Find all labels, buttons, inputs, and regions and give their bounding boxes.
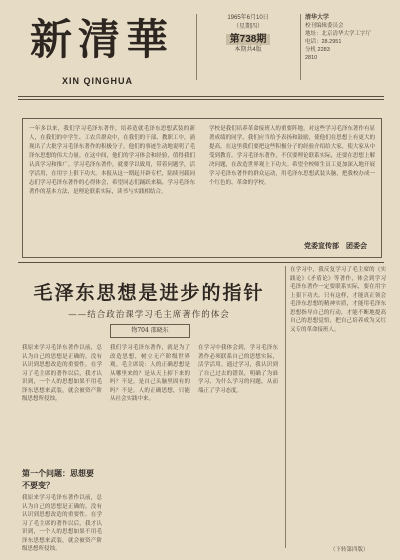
issue-number: 第738期: [226, 34, 271, 45]
article-column-1-cont: 我原来学习毛泽东著作以前，总认为自己的思想是正确的，没有认识到思想改造的重要性。在学习了毛主席的著作以后，我才认识到，一个人的思想如果不用毛泽东思想来武装，就会被资产阶级思想所侵蚀。: [22, 495, 102, 552]
publisher-divider: [300, 14, 301, 80]
section-heading-2: 不要变？: [22, 480, 54, 490]
right-column-rule: [285, 266, 286, 548]
publisher-info: [305, 14, 393, 62]
article-column-3: 在学习中我体会到，学习毛泽东著作必须联系自己的思想实际，活学活用。通过学习，我认识到了自己过去的错误，明确了为谁学习、为什么学习的问题，从而端正了学习态度。: [198, 345, 278, 394]
publisher-line5: 分机 2283: [305, 47, 330, 53]
issue-pages: 本期共4版: [234, 47, 262, 53]
masthead-title: 新清華: [30, 15, 175, 64]
article-headline: 毛泽东思想是进步的指针: [33, 282, 265, 304]
article-byline: 物704 邵晓东: [110, 324, 190, 338]
preface-column-2: 学校是我们培养革命接班人的重要阵地，对这些学习毛泽东著作有显著成绩的同学，我们应当给予表扬和鼓励，使他们在思想上有更大的提高。在这里我们要把这些积极分子的经验介绍给大家，使大家从中受到教育。学习毛泽东著作，不仅要理论联系实际，还要在思想上解决问题，在改造世界观上下功夫。希望全校师生员工更加深入地开展学习毛泽东著作的群众运动，用毛泽东思想武装头脑，把我校办成一个红色的、革命的学校。: [209, 126, 375, 186]
masthead-divider: [196, 14, 197, 80]
article-right-column: 在学习中，我反复学习了毛主席的《实践论》《矛盾论》等著作，体会到学习毛泽东著作一定要联系实际，要在用字上狠下功夫。只有这样，才能真正领会毛泽东思想的精神实质，才能用毛泽东思想指导自己的行动，才能不断地提高自己的思想觉悟，把自己培养成为又红又专的革命接班人。: [290, 267, 386, 333]
publisher-name: 清华大学: [305, 15, 330, 21]
publisher-line6: 2810: [305, 55, 318, 61]
publisher-line2: 校刊编辑委员会: [305, 23, 344, 29]
preface-column-1: 一年多以来，我们学习毛泽东著作，培养造就毛泽东思想武装的新人，在我们的中学生、工农兵群众中，在我们的干部、教职工中，涌现出了大批学习毛泽东著作的积极分子，他们的事迹生动地说明了毛泽东思想的伟大力量。在这中间，他们的学习体会和经验，值得我们认真学习和推广。学习毛泽东著作，就要学以致用，带着问题学，活学活用，在用字上狠下功夫。本报从这一期起开辟专栏，陆续刊载同志们学习毛泽东著作的心得体会，希望同志们踊跃来稿。学习毛泽东著作的基本方法，是理论联系实际，读书与实践相结合。: [29, 126, 195, 195]
publisher-line4: 电话：28.2951: [305, 39, 342, 45]
masthead-rule-2: [18, 99, 384, 100]
issue-weekday: （星期四）: [232, 24, 263, 30]
preface-box: [22, 118, 382, 258]
section-heading-1: 第一个问题：思想要: [22, 468, 94, 478]
issue-date: 1965年6月10日: [227, 15, 269, 21]
article-column-1: 我原来学习毛泽东著作以前，总认为自己的思想是正确的，没有认识到思想改造的重要性。在学习了毛主席的著作以后，我才认识到，一个人的思想如果不用毛泽东思想来武装，就会被资产阶级思想所侵蚀。: [22, 345, 102, 402]
article-column-2: 我们学习毛泽东著作，就是为了改造思想，树立无产阶级世界观。毛主席说：人的正确思想是从哪里来的？是从天上掉下来的吗？不是。是自己头脑里固有的吗？不是。人的正确思想，只能从社会实践中来。: [110, 345, 190, 402]
masthead-pinyin: XIN QINGHUA: [62, 76, 134, 86]
section-rule: [18, 262, 384, 263]
masthead-rule: [18, 96, 384, 97]
issue-info: [200, 14, 296, 55]
continuation-note: （下转第四版）: [330, 547, 369, 553]
preface-signature: 党委宣传部 团委会: [304, 241, 367, 250]
article-subhead: ——结合政治课学习毛主席著作的体会: [68, 310, 230, 320]
publisher-line3: 地址：北京清华大学工字厅: [305, 31, 372, 37]
